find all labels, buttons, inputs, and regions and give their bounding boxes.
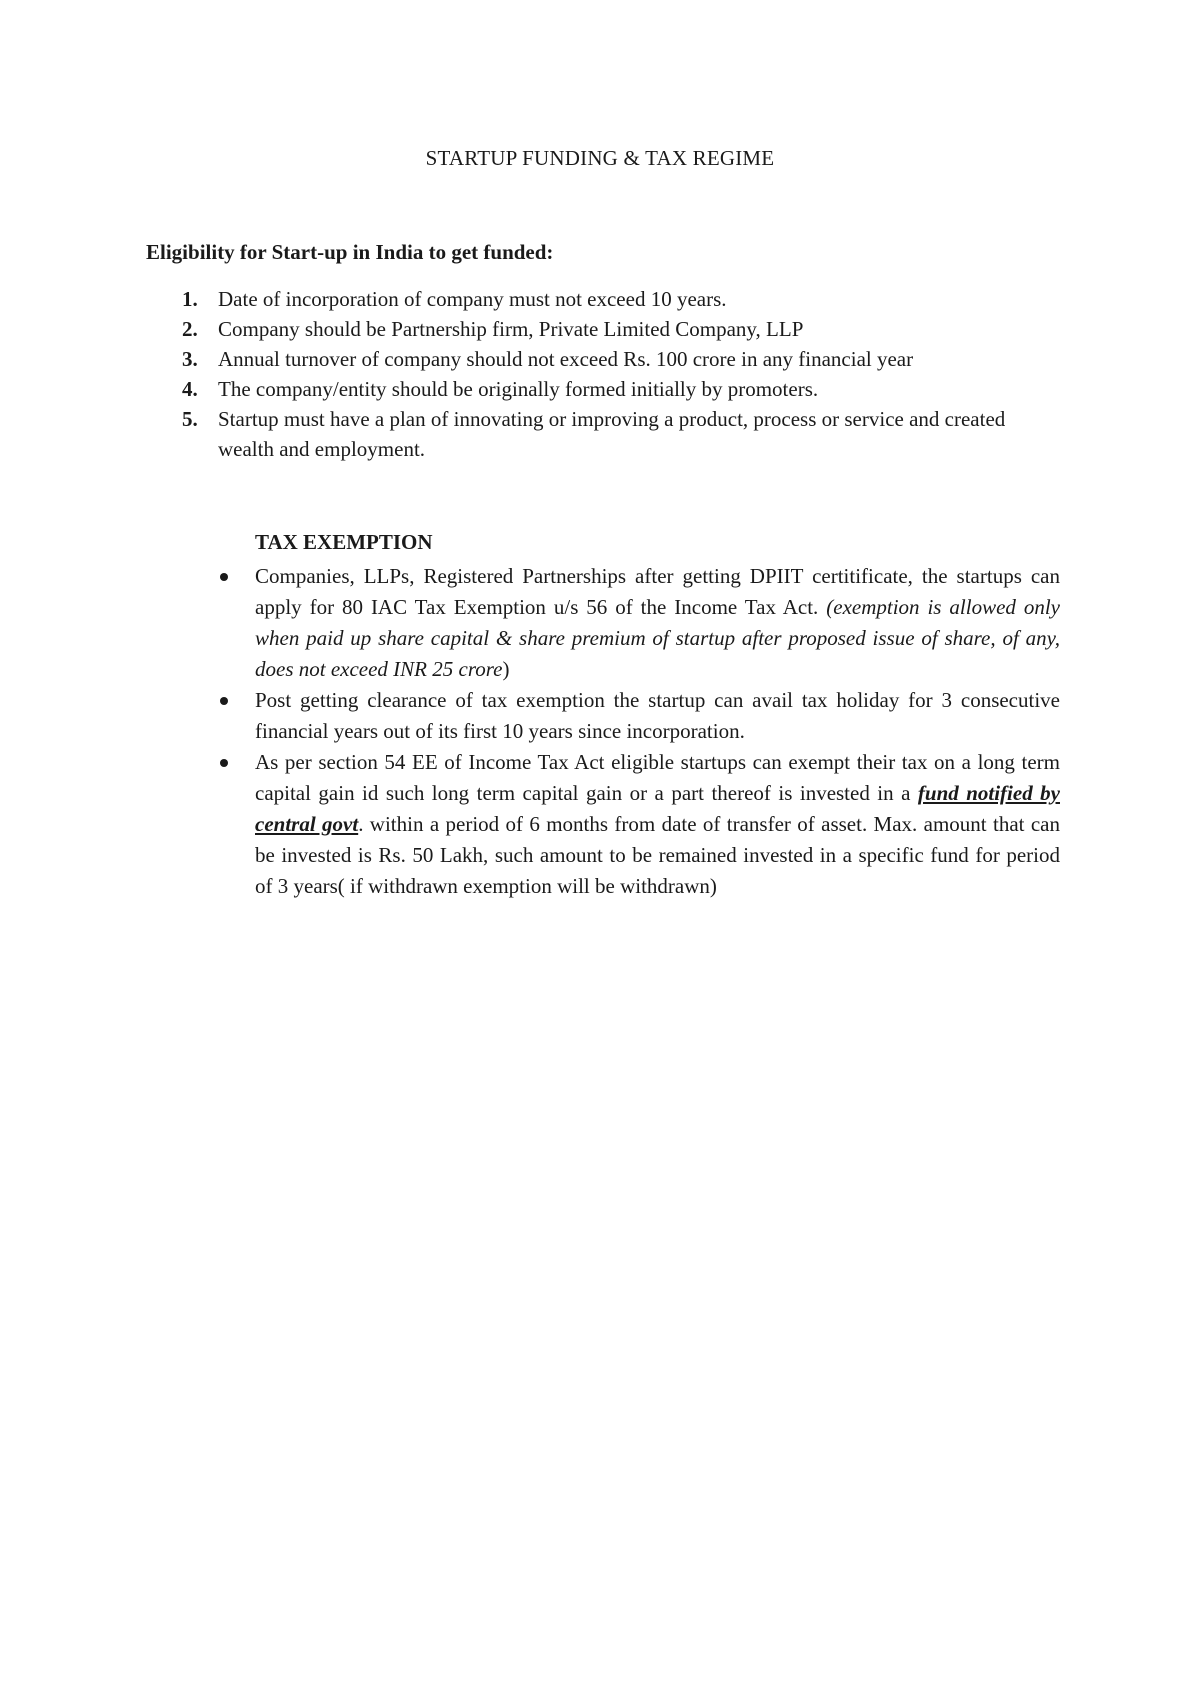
list-item <box>146 404 1066 464</box>
bullet-text: Companies, LLPs, Registered Partnerships after getting DPIIT certitificate, the startups can apply for 80 IAC Tax Exemption u/s 56 of the Income Tax Act. <box>255 564 1060 619</box>
bullet-item <box>218 561 1060 685</box>
page-title: STARTUP FUNDING & TAX REGIME <box>425 146 775 170</box>
list-item-text: Company should be Partnership firm, Private Limited Company, LLP <box>218 317 804 341</box>
list-number: 5. <box>182 407 198 431</box>
bullet-text: As per section 54 EE of Income Tax Act eligible startups can exempt their tax on a long term capital gain id such long term capital gain or a part thereof is invested in a <box>255 750 1060 805</box>
bullet-item <box>218 685 1060 747</box>
list-item-text: Annual turnover of company should not exceed Rs. 100 crore in any financial year <box>218 347 914 371</box>
bullet-icon <box>218 561 255 685</box>
list-item-text: Date of incorporation of company must not exceed 10 years. <box>218 287 727 311</box>
list-item <box>146 314 1066 344</box>
list-item <box>146 284 1066 314</box>
list-number: 1. <box>182 287 198 311</box>
list-item <box>146 344 1066 374</box>
bullet-icon <box>218 685 255 747</box>
list-item-text: Startup must have a plan of innovating or improving a product, process or service and created wealth and employment. <box>218 407 1006 461</box>
eligibility-heading: Eligibility for Start-up in India to get funded: <box>146 240 554 264</box>
list-number: 4. <box>182 377 198 401</box>
list-number: 3. <box>182 347 198 371</box>
bullet-item-text <box>255 747 1060 902</box>
bullet-text-tail: . within a period of 6 months from date of transfer of asset. Max. amount that can be invested is Rs. 50 Lakh, such amount to be remained invested in a specific fund for period of 3 years( if withdrawn exemption will be withdrawn) <box>255 812 1060 898</box>
bullet-emphasis: fund notified by central govt <box>255 781 1060 836</box>
eligibility-list <box>146 284 1066 464</box>
bullet-item-text: Post getting clearance of tax exemption the startup can avail tax holiday for 3 consecutive financial years out of its first 10 years since incorporation. <box>255 688 1060 743</box>
list-item <box>146 374 1066 404</box>
bullet-italic-note: (exemption is allowed only when paid up share capital & share premium of startup after proposed issue of share, of any, does not exceed INR 25 crore <box>255 595 1060 681</box>
bullet-item-text <box>255 561 1060 685</box>
list-item-text: The company/entity should be originally formed initially by promoters. <box>218 377 819 401</box>
list-number: 2. <box>182 317 198 341</box>
bullet-item <box>218 747 1060 902</box>
tax-exemption-heading: TAX EXEMPTION <box>255 530 433 554</box>
bullet-text-tail: ) <box>502 657 510 681</box>
bullet-icon <box>218 747 255 902</box>
tax-exemption-list <box>218 561 1060 902</box>
